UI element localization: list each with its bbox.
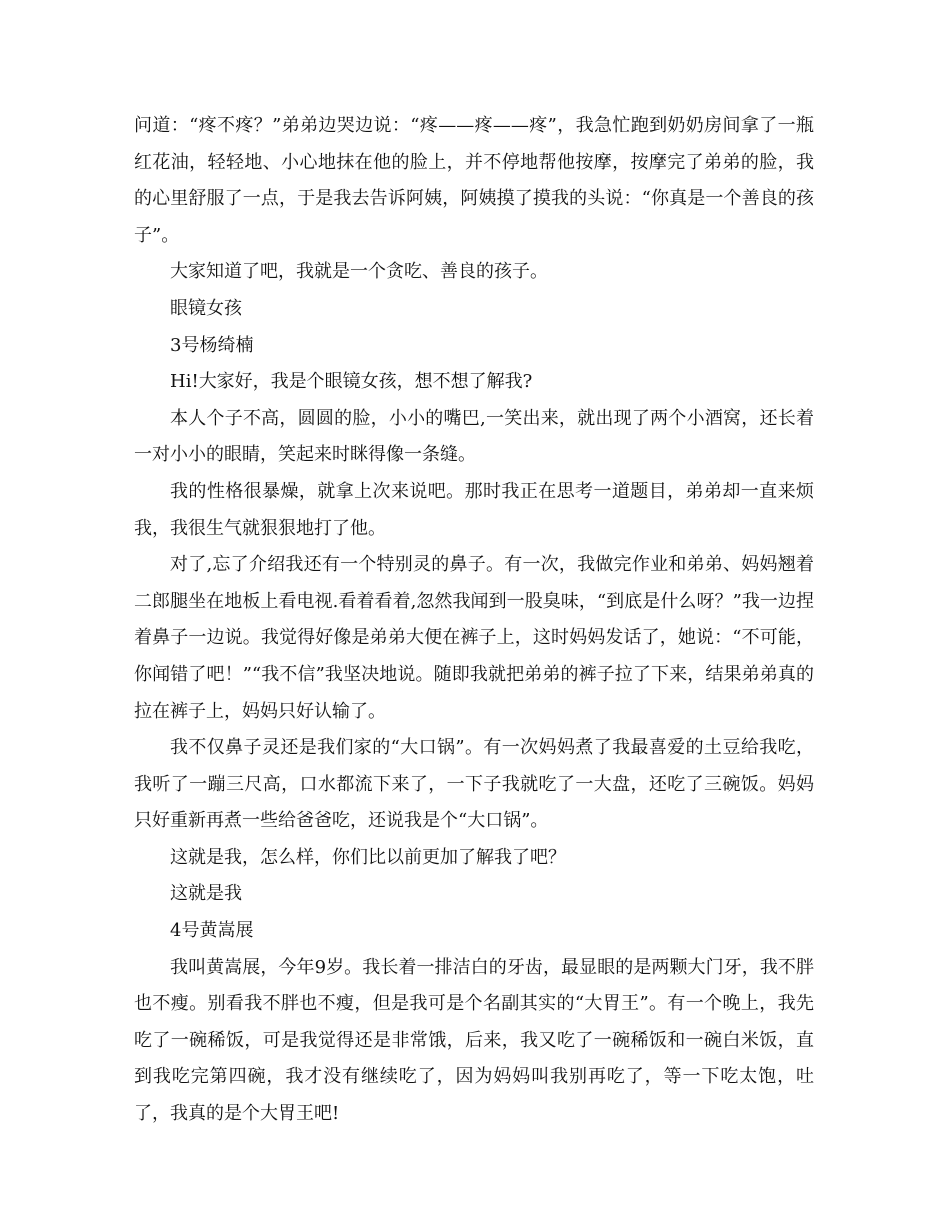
paragraph: 我叫黄嵩展，今年9岁。我长着一排洁白的牙齿，最显眼的是两颗大门牙，我不胖也不瘦。别看我不胖也不瘦，但是我可是个名副其实的“大胃王”。有一个晚上，我先吃了一碗稀饭，可是我觉得还是非常饿，后来，我又吃了一碗稀饭和一碗白米饭，直到我吃完第四碗，我才没有继续吃了，因为妈妈叫我别再吃了，等一下吃太饱，吐了，我真的是个大胃王吧! <box>134 956 814 1125</box>
essay-author: 3号杨绮楠 <box>170 334 254 356</box>
paragraph: 我不仅鼻子灵还是我们家的“大口锅”。有一次妈妈煮了我最喜爱的土豆给我吃，我听了一蹦三尺高，口水都流下来了，一下子我就吃了一大盘，还吃了三碗饭。妈妈只好重新再煮一些给爸爸吃，还说我是个“大口锅”。 <box>134 737 814 832</box>
paragraph: 对了,忘了介绍我还有一个特别灵的鼻子。有一次，我做完作业和弟弟、妈妈翘着二郎腿坐在地板上看电视.看着看着,忽然我闻到一股臭味，“到底是什么呀？”我一边捏着鼻子一边说。我觉得好像是弟弟大便在裤子上，这时妈妈发话了，她说：“不可能，你闻错了吧！”“我不信”我坚决地说。随即我就把弟弟的裤子拉了下来，结果弟弟真的拉在裤子上，妈妈只好认输了。 <box>134 554 814 722</box>
essay-title: 这就是我 <box>170 883 242 905</box>
essay-title: 眼镜女孩 <box>170 297 242 319</box>
paragraph: 本人个子不高，圆圆的脸，小小的嘴巴,一笑出来，就出现了两个小酒窝，还长着一对小小的眼睛，笑起来时眯得像一条缝。 <box>134 407 814 466</box>
paragraph: 大家知道了吧，我就是一个贪吃、善良的孩子。 <box>170 261 548 283</box>
paragraph: Hi!大家好，我是个眼镜女孩，想不想了解我? <box>170 371 533 393</box>
paragraph: 我的性格很暴燥，就拿上次来说吧。那时我正在思考一道题目，弟弟却一直来烦我，我很生气就狠狠地打了他。 <box>134 480 814 539</box>
paragraph-continued: 问道：“疼不疼？”弟弟边哭边说：“疼——疼——疼”，我急忙跑到奶奶房间拿了一瓶红花油，轻轻地、小心地抹在他的脸上，并不停地帮他按摩，按摩完了弟弟的脸，我的心里舒服了一点，于是我去告诉阿姨，阿姨摸了摸我的头说：“你真是一个善良的孩子”。 <box>134 115 814 246</box>
paragraph: 这就是我，怎么样，你们比以前更加了解我了吧？ <box>170 846 566 868</box>
document-body <box>134 108 814 1133</box>
essay-author: 4号黄嵩展 <box>170 920 254 942</box>
